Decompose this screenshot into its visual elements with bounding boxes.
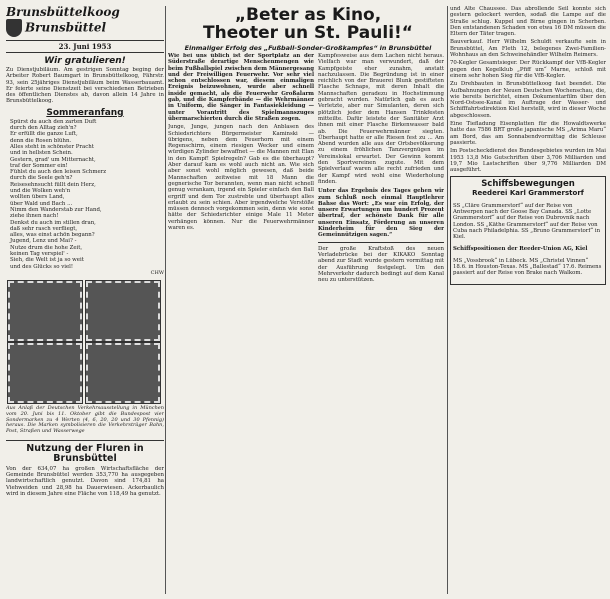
right-item3: Zu Drehbauten in Brunsbüttelkoog fast beendet. Die Aufbahnungen der Neuen Deutschen Wochenschau, die, wie bereits berichtet, einen Dokumentarfilm über den Nord-Ostsee-Kanal im Auftrage der Wasser- und Schifffahrtsdirektion Kiel herstellt, wird in dieser Woche abgeschlossen. (450, 81, 606, 119)
column-divider (165, 6, 166, 594)
left-column (6, 6, 164, 596)
poem-heading: Sommeranfang (46, 107, 124, 118)
shipping-heading: Schiffsbewegungen (481, 179, 575, 190)
right-item1: Bauverkauf. Herr Wilhelm Schuldt verkaufte sein in Brunsbüttel, Am Fleth 12, belegenes Zwei-Familien-Wohnhaus an den Schweinehändler Wilhelm Reimers. (450, 39, 606, 59)
right-item4: Eine Tiefladung Eisenplatten für die Howaldtswerke hatte das 7586 BRT große japanische MS „Arima Maru“ am Bord, das am Sonnabendvormittag die Schleuse passierte. (450, 121, 606, 146)
poem-signature: CHW (150, 269, 164, 276)
section-rule (318, 242, 444, 243)
stamps-caption: Aus Anlaß der Deutschen Verkehrsausstellung in München vom 20. Juni bis 11. Oktober gibt die Bundespost vier Sondermarken zu 4 Werten (4, 6, 20, 20 und 30 Pfennig) heraus. Die Marken symbolisieren die Verkehrsträger Bahn, Post, Straßen und Wasserwege (6, 404, 164, 435)
masthead (6, 6, 164, 37)
stamp-road (8, 343, 82, 403)
column-divider (447, 6, 448, 594)
shipping-text2: MS „Vossbrook“ in Lübeck. MS „Christel Vinnen“ 18.6. in Houston-Texas. MS „Ballestad“ 17.6. Reimens passiert auf der Reise von Brake nach Walkom. (453, 257, 602, 277)
right-item5: Im Postscheckdienst des Bundesgebietes wurden im Mai 1953 13,8 Mio Gutschriften über 3,706 Milliarden und 19,7 Mio Lastschriften über 9,776 Milliarden DM ausgeführt. (450, 148, 606, 174)
headline-line2: Theoter un St. Pauli!“ (203, 23, 413, 43)
fields-heading: Nutzung der Fluren in Brunsbüttel (26, 442, 144, 464)
masthead-line1: Brunsbüttelkoog (6, 6, 120, 19)
headline (170, 6, 446, 42)
article-col2: Junge, Junge, jungen nach den Anblasen des Schiedsrichters Bürgermeister Kaminski — übrigens, neben dem Feuerhorn mit einem Regenschirm, einem riesigen Wecker und einem würdigen Zylinder bewaffnet — die Mannen mit Elan in den Kampf! Spielregeln? Gab es die überhaupt? Aber darauf kam es wohl auch nicht an. Wie sich aber sonst wohl möglich gewesen, daß beide Mannschaften zeitweise mit 18 Mann die gegnerische Tor berannten, wenn man nicht schnell genug verankam, irgend ein Spieler einfach den Ball ergriff und dem Tor zustrebte und überhaupt alles erlaubt zu sein schien. Aber irgendwelche Verstöße müssen dennoch vorgekommen sein, denn wie sonst hätte der Schiedsrichter einige Male 11 Meter verhängen können. Nur die Feuerwehrmänner waren es. (168, 124, 314, 232)
article-col3b: Unter das Ergebnis des Tages gehen wir zum Schluß noch einmal Hauptlehrer Bahse das Wort: „Es war ein Erfolg, der unsere Erwartungen um hundert Prozent übertraf, der schönste Dank für alle unseren Einsatz, Förderung an unseren Kinderheim für den Sieg der Gemeinnützigen sagen.“ (318, 188, 444, 239)
stamp-post (86, 281, 160, 341)
masthead-line2: Brunsbüttel (25, 20, 107, 35)
section-rule (6, 440, 164, 441)
issue-date: 23. Juni 1953 (6, 40, 164, 53)
headline-subtitle: Einmaliger Erfolg des „Fußball-Sonder-Großkampfes“ in Brunsbüttel (184, 44, 432, 52)
article-lead: Wie bei uns üblich ist der Sportplatz an der Süderstraße derartige Menschenmengen wie beim Fußballspiel zwischen dem Männergesang und der Freiwilligen Feuerwehr. Vor sehr viel schon entschlossen war, diesem einmaligen Ereignis beizuwohnen, wurde aber schnell inside gemacht, als die Feuerwehr Großalarm gab, und die Kampferbände — die Wehrmänner in Uniform, die Sänger in Fantasiekleidung — unter Vorantritt des Spielmannszuges übermarschierten durch die Straßen zogen. (168, 53, 314, 122)
poem-text: Spürst du auch den zarten Duft durch den Alltag zieh'n? Er erfüllt die ganze Luft, denn die Rosen blühn. Alles steht in schönster Pracht und in hellsten Schein. Gestern, grad' um Mitternacht, traf der Sommer ein! Fühlst du auch den leisen Schmerz durch die Seele geh'n? Reisesehnsucht füllt dein Herz, und die Wolken weh'n wollten übers Land, über Wald und Bach ... Nimm den Wanderstab zur Hand, ziehe ihnen nach! Denkst du auch im stillen dran, daß sehr rasch verfliegt, alles, was einst achön begann? Jugend, Lenz und Mai? - Nutze drum die hohe Zeit, keinen Tag verspiel' - Sieh, die Welt ist ja so weit und des Glücks so viel! (10, 118, 107, 270)
article-col3c: Der große Kraftstoß des neuen Verladebrücke bei der KIKAKO Sonntag abend zur Stadt wurde gestern vormittag mit der Ausführung festgelegt. Um den Mehrverkehr dadurch bedingt auf dem Kanal neu zu unterstützen. (318, 245, 444, 284)
headline-line1: „Beter as Kino, (234, 5, 382, 25)
article-col3: Kampfesweise aus dem Lachen nicht heraus. Vielfach war man verwundert, daß der Kampfgeiste eher zunahm, anstatt nachzulassen. Die Begründung ist in einer reichlich von der Brauerei Blunk gestifteten Flasche Schnaps, mit deren Inhalt die Mannschaften geradezu in Hochstimmung gebracht wurden. Natürlich gab es auch Verletzte, aber nur Simulanten, deren sich plötzlich jeder dem Hansen Trinkfesten mitteilte. Dafür leistete der Sanitäter Arzt ihnen mit einer Flasche Birkenwasser bald ab. Die Feuerwehrmänner siegten. Überhaupt hatte er alle Riesen fest zu ... Am Abend wurden alle aus der Ortsbevölkerung zu einem fröhlichen Tanzvergnügen im Vereinslokal erwartet. Der Gewinn kommt den Sportvereinen zugute. Mit dem Spielverlauf waren alle recht zufrieden und der Kampf wird wohl eine Wiederholung finden. (318, 53, 444, 185)
article-column-1 (168, 53, 314, 593)
shipping-company: Reederei Karl Grammerstorf (472, 189, 584, 198)
stamp-rail (8, 281, 82, 341)
shipping-box (450, 176, 606, 285)
right-column (450, 6, 606, 596)
congrats-text: Zu Dienstjubiläum. Am gestrigen Sonntag beging der Arbeiter Robert Baumgart in Brunsbüttelkoog, Fährstr. 93, sein 25jähriges Dienstjubiläum beim Wasserbauamt. Er feierte seine Dienstzeit bei verschiedenen Betrieben des öffentlichen Dienstes ab, davon allein 14 Jahre in Brunsbüttelkoog. (6, 67, 164, 105)
fields-text: Von der 634,07 ha großen Wirtschaftsfläche der Gemeinde Brunsbüttel werden 353,770 ha ausgegeben landwirtschaftlich genutzt. Davon sind 174,81 ha Viehweiden und 28,98 ha Dauerwiesen. Ackerbaulich wird in diesem Jahre eine Fläche von 118,49 ha genutzt. (6, 465, 164, 498)
coat-of-arms-icon (6, 19, 22, 37)
shipping-text: SS „Cläre Grammerstorf“ auf der Reise von Antwerpen nach der Goose Bay Canada. SS „Lotte Grammerstorf“ auf der Reise von Dubrovnik nach London. SS „Käthe Grammerstorf“ auf der Reise von Cuba nach Philadelphia. SS „Bruno Grammerstorf“ in Kiel. (453, 202, 601, 241)
right-item2: 70-Kegler Gesamtsieger. Der Rückkampf der VfB-Kegler gegen den Kegelklub „Pfiff um“ Marne, schloß mit einem sehr hohen Sieg für die VfB-Kegler. (450, 60, 606, 79)
shipping-company2: Schiffspositionen der Reeder-Union AG, Kiel (453, 245, 588, 252)
article-column-2 (318, 53, 444, 593)
right-top: und Alte Chaussee. Das abrollende Seil konnte sich gestern gelockert werden, sodaß die Lampe auf die Straße schlug. Kuppel und Birne gingen in Scherben. Den entstandenen Schaden von etwa 16 DM müssen die Eltern der Täter tragen. (450, 6, 606, 38)
congrats-heading: Wir gratulieren! (44, 56, 126, 66)
stamp-water (86, 343, 160, 403)
stamps-image (6, 279, 164, 401)
